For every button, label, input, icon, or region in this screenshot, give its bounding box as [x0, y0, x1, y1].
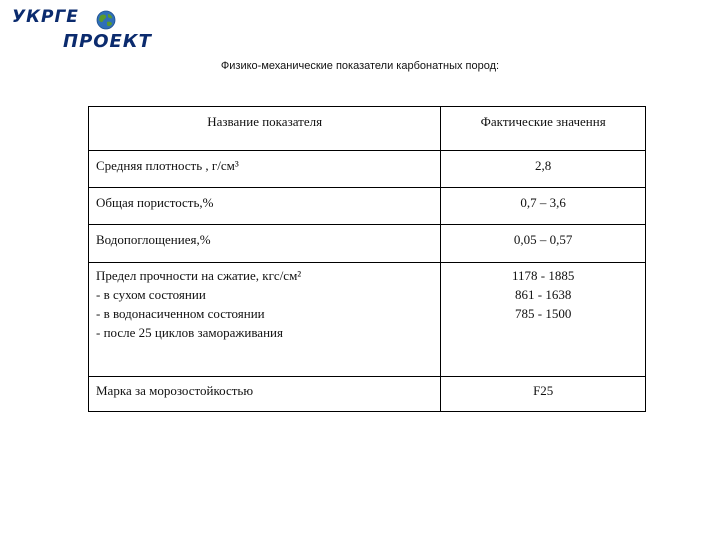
- table-cell: [89, 377, 441, 412]
- row-value: 785 - 1500: [515, 306, 572, 321]
- table-cell: [89, 151, 441, 188]
- table-row: [89, 151, 646, 188]
- table-row: [89, 225, 646, 263]
- table-row: [89, 377, 646, 412]
- company-logo: [12, 6, 172, 56]
- table-header-cell: [89, 107, 441, 151]
- row-value: 0,7 – 3,6: [520, 195, 566, 210]
- row-value: 1178 - 1885: [512, 268, 575, 283]
- table-row: [89, 188, 646, 225]
- row-value: F25: [533, 383, 554, 398]
- table-cell: [89, 263, 441, 377]
- properties-table: [88, 106, 646, 412]
- row-value: 0,05 – 0,57: [513, 232, 573, 247]
- row-name: Марка за морозостойкостью: [96, 383, 254, 398]
- row-name-block: [89, 263, 440, 342]
- row-name: Средняя плотность , г/см³: [96, 158, 239, 173]
- row-value: 2,8: [535, 158, 552, 173]
- table-cell: [89, 225, 441, 263]
- row-value: 861 - 1638: [515, 287, 572, 302]
- row-name-sub: - в водонасиченном состоянии: [96, 306, 265, 321]
- table-cell: [441, 263, 646, 377]
- table-cell: [441, 151, 646, 188]
- table-cell: [441, 188, 646, 225]
- header-name: Название показателя: [207, 114, 323, 129]
- table-row: [89, 263, 646, 377]
- logo-text-line2: ПРОЕКТ: [63, 31, 152, 52]
- row-name-sub: - после 25 циклов замораживания: [96, 325, 283, 340]
- row-name: Водопоглощениея,%: [96, 232, 211, 247]
- row-name: Предел прочности на сжатие, кгс/см²: [96, 268, 302, 283]
- logo-text-line1: УКРГЕ: [12, 7, 79, 27]
- table-header-row: [89, 107, 646, 151]
- table-header-cell: [441, 107, 646, 151]
- page-subtitle: Физико-механические показатели карбонатных пород:: [220, 60, 500, 72]
- header-value: Фактические значення: [480, 114, 606, 129]
- table-cell: [441, 377, 646, 412]
- table-cell: [89, 188, 441, 225]
- row-value-block: [441, 263, 645, 323]
- row-name: Общая пористость,%: [96, 195, 214, 210]
- row-name-sub: - в сухом состоянии: [96, 287, 206, 302]
- globe-icon: [96, 10, 116, 30]
- table-cell: [441, 225, 646, 263]
